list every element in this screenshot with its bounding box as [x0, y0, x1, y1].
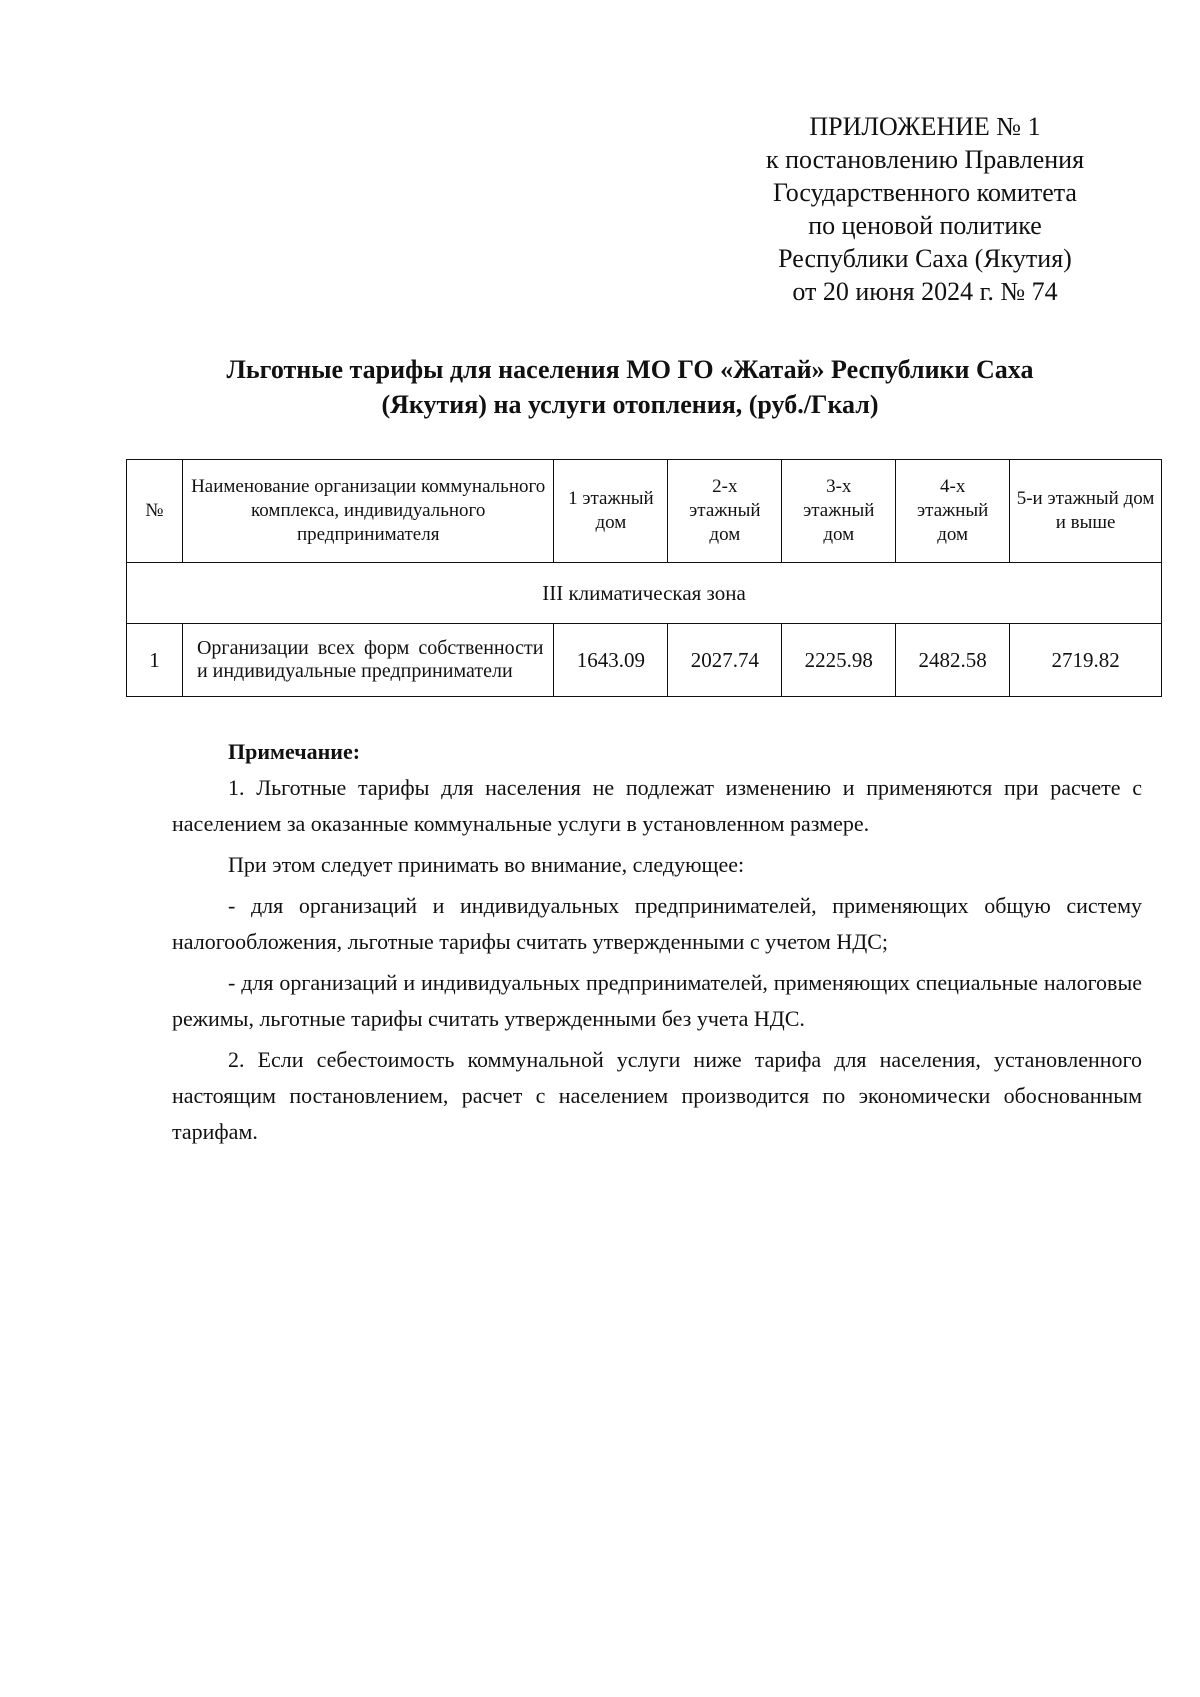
table-header-row	[127, 460, 1162, 563]
header-5-floor-plus: 5-и этажный дом и выше	[1010, 460, 1162, 563]
appendix-line: по ценовой политике	[808, 211, 1042, 240]
header-3-floor: 3-х этажный дом	[782, 460, 896, 563]
appendix-line: ПРИЛОЖЕНИЕ № 1	[809, 112, 1041, 141]
tariff-5-floor-plus: 2719.82	[1010, 624, 1162, 697]
zone-row	[127, 563, 1162, 624]
note-paragraph: 1. Льготные тарифы для населения не подлежат изменению и применяются при расчете с населением за оказанные коммунальные услуги в установленном размере.	[172, 775, 1142, 836]
title-line-1: Льготные тарифы для населения МО ГО «Жатай» Республики Саха	[226, 355, 1034, 384]
table-row	[127, 624, 1162, 697]
tariff-4-floor: 2482.58	[896, 624, 1010, 697]
appendix-line: Государственного комитета	[773, 178, 1077, 207]
appendix-line: от 20 июня 2024 г. № 74	[792, 277, 1058, 306]
appendix-line: к постановлению Правления	[765, 145, 1085, 174]
note-paragraph: - для организаций и индивидуальных предпринимателей, применяющих специальные налоговые режимы, льготные тарифы считать утвержденными без учета НДС.	[172, 970, 1142, 1031]
tariff-3-floor: 2225.98	[782, 624, 896, 697]
row-number: 1	[127, 624, 183, 697]
appendix-header	[700, 110, 1150, 308]
header-organization: Наименование организации коммунального комплекса, индивидуального предпринимателя	[182, 460, 554, 563]
note-paragraph: 2. Если себестоимость коммунальной услуги ниже тарифа для населения, установленного настоящим постановлением, расчет с населением производится по экономически обоснованным тарифам.	[172, 1047, 1142, 1144]
tariff-2-floor: 2027.74	[668, 624, 782, 697]
climate-zone-label: III климатическая зона	[127, 563, 1162, 624]
row-organization: Организации всех форм собственности и индивидуальные предприниматели	[182, 624, 554, 697]
header-1-floor: 1 этажный дом	[554, 460, 668, 563]
tariff-1-floor: 1643.09	[554, 624, 668, 697]
tariff-table	[126, 459, 1162, 697]
notes-section	[172, 734, 1142, 1150]
note-paragraph: При этом следует принимать во внимание, следующее:	[228, 852, 745, 877]
document-title	[130, 352, 1130, 422]
header-number: №	[127, 460, 183, 563]
note-paragraph: - для организаций и индивидуальных предпринимателей, применяющих общую систему налогообложения, льготные тарифы считать утвержденными с учетом НДС;	[172, 893, 1142, 954]
header-4-floor: 4-х этажный дом	[896, 460, 1010, 563]
appendix-line: Республики Саха (Якутия)	[778, 244, 1072, 273]
header-2-floor: 2-х этажный дом	[668, 460, 782, 563]
title-line-2: (Якутия) на услуги отопления, (руб./Гкал)	[381, 390, 879, 419]
notes-heading: Примечание:	[228, 739, 361, 764]
